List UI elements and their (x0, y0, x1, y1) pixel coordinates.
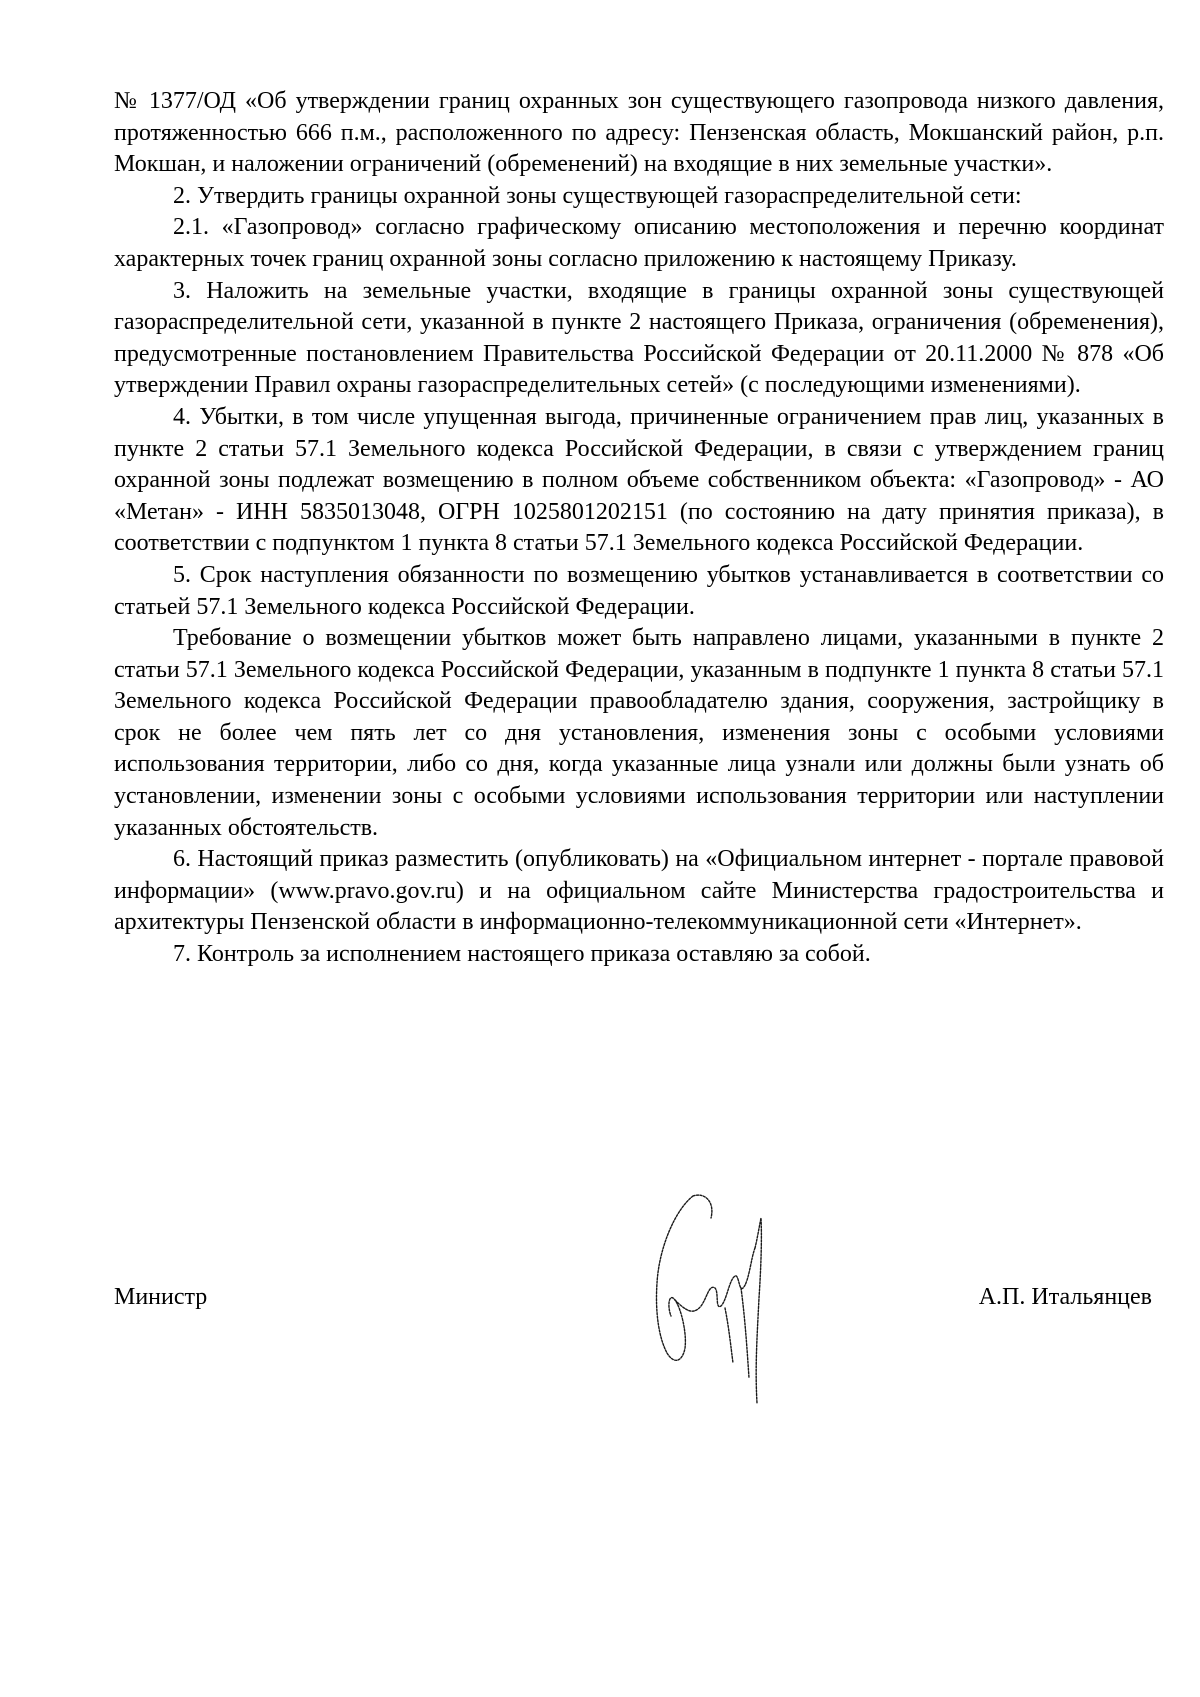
signatory-position: Министр (114, 1284, 208, 1310)
paragraph-item-7: 7. Контроль за исполнением настоящего приказа оставляю за собой. (173, 941, 871, 968)
signature-block (114, 1284, 1164, 1324)
paragraph-item-2-1: 2.1. «Газопровод» согласно графическому описанию местоположения и перечню координат характерных точек границ охранной зоны согласно приложению к настоящему Приказу. (114, 214, 1164, 272)
paragraph-continuation: № 1377/ОД «Об утверждении границ охранных зон существующего газопровода низкого давления, протяженностью 666 п.м., расположенного по адресу: Пензенская область, Мокшанский район, р.п. Мокшан, и наложении ограничений (обременений) на входящие в них земельные участки». (114, 88, 1164, 178)
paragraph-item-6: 6. Настоящий приказ разместить (опубликовать) на «Официальном интернет - портале правовой информации» (www.pravo.gov.ru) и на официальном сайте Министерства градостроительства и архитектуры Пензенской области в информационно-телекоммуникационной сети «Интернет». (114, 846, 1164, 936)
paragraph-item-4: 4. Убытки, в том числе упущенная выгода, причиненные ограничением прав лиц, указанных в пункте 2 статьи 57.1 Земельного кодекса Российской Федерации, в связи с утверждением границ охранной зоны подлежат возмещению в полном объеме собственником объекта: «Газопровод» - АО «Метан» - ИНН 5835013048, ОГРН 1025801202151 (по состоянию на дату принятия приказа), в соответствии с подпунктом 1 пункта 8 статьи 57.1 Земельного кодекса Российской Федерации. (114, 403, 1164, 557)
signatory-name: А.П. Итальянцев (978, 1284, 1152, 1310)
paragraph-damages-claim: Требование о возмещении убытков может быть направлено лицами, указанными в пункте 2 статьи 57.1 Земельного кодекса Российской Федерации, указанным в подпункте 1 пункта 8 статьи 57.1 Земельного кодекса Российской Федерации правообладателю здания, сооружения, застройщику в срок не более чем пять лет со дня установления, изменения зоны с особыми условиями использования территории, либо со дня, когда указанные лица узнали или должны были узнать об установлении, изменении зоны с особыми условиями использования территории или наступлении указанных обстоятельств. (114, 625, 1164, 841)
paragraph-item-3: 3. Наложить на земельные участки, входящие в границы охранной зоны существующей газораспределительной сети, указанной в пункте 2 настоящего Приказа, ограничения (обременения), предусмотренные постановлением Правительства Российской Федерации от 20.11.2000 № 878 «Об утверждении Правил охраны газораспределительных сетей» (с последующими изменениями). (114, 277, 1164, 399)
paragraph-item-2: 2. Утвердить границы охранной зоны существующей газораспределительной сети: (173, 182, 1022, 209)
document-body (114, 86, 1164, 971)
paragraph-item-5: 5. Срок наступления обязанности по возмещению убытков устанавливается в соответствии со статьей 57.1 Земельного кодекса Российской Федерации. (114, 561, 1164, 620)
